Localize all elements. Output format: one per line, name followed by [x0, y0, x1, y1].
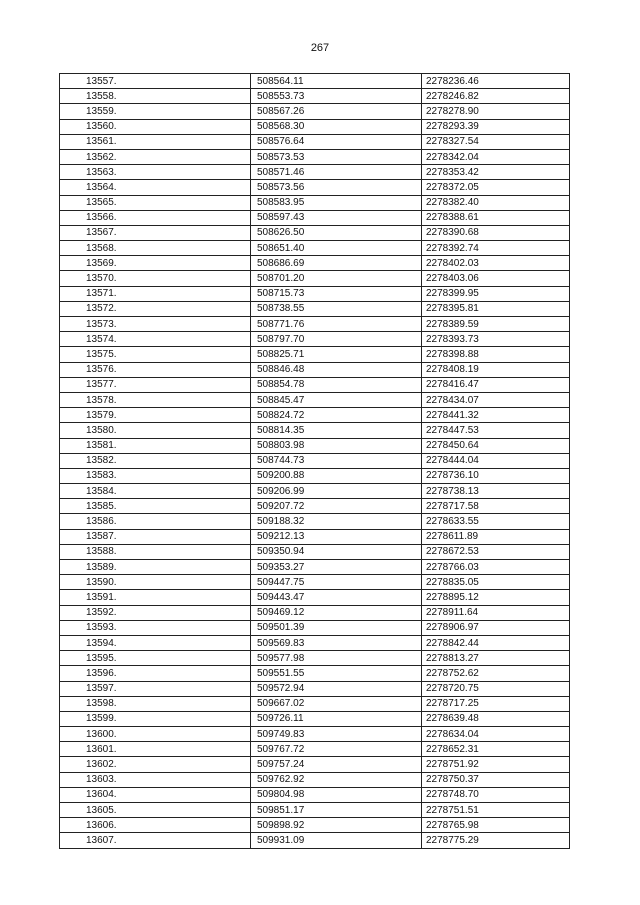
- y-coordinate-cell: 2278895.12: [422, 590, 570, 605]
- y-coordinate-cell: 2278388.61: [422, 210, 570, 225]
- y-coordinate-cell: 2278766.03: [422, 560, 570, 575]
- x-coordinate-cell: 508701.20: [251, 271, 422, 286]
- point-number-cell: 13561.: [60, 134, 251, 149]
- y-coordinate-cell: 2278450.64: [422, 438, 570, 453]
- y-coordinate-cell: 2278813.27: [422, 651, 570, 666]
- table-row: [60, 241, 570, 256]
- y-coordinate-cell: 2278390.68: [422, 225, 570, 240]
- y-coordinate-cell: 2278750.37: [422, 772, 570, 787]
- x-coordinate-cell: 508651.40: [251, 241, 422, 256]
- y-coordinate-cell: 2278633.55: [422, 514, 570, 529]
- point-number-cell: 13596.: [60, 666, 251, 681]
- point-number-cell: 13606.: [60, 818, 251, 833]
- x-coordinate-cell: 508567.26: [251, 104, 422, 119]
- table-row: [60, 347, 570, 362]
- table-row: [60, 104, 570, 119]
- table-row: [60, 590, 570, 605]
- x-coordinate-cell: 509207.72: [251, 499, 422, 514]
- point-number-cell: 13588.: [60, 544, 251, 559]
- x-coordinate-cell: 509577.98: [251, 651, 422, 666]
- y-coordinate-cell: 2278342.04: [422, 149, 570, 164]
- x-coordinate-cell: 508626.50: [251, 225, 422, 240]
- x-coordinate-cell: 509762.92: [251, 772, 422, 787]
- x-coordinate-cell: 509350.94: [251, 544, 422, 559]
- y-coordinate-cell: 2278444.04: [422, 453, 570, 468]
- x-coordinate-cell: 508845.47: [251, 392, 422, 407]
- y-coordinate-cell: 2278634.04: [422, 727, 570, 742]
- point-number-cell: 13560.: [60, 119, 251, 134]
- table-row: [60, 529, 570, 544]
- y-coordinate-cell: 2278611.89: [422, 529, 570, 544]
- point-number-cell: 13559.: [60, 104, 251, 119]
- x-coordinate-cell: 508854.78: [251, 377, 422, 392]
- y-coordinate-cell: 2278408.19: [422, 362, 570, 377]
- y-coordinate-cell: 2278842.44: [422, 635, 570, 650]
- table-row: [60, 377, 570, 392]
- point-number-cell: 13590.: [60, 575, 251, 590]
- y-coordinate-cell: 2278720.75: [422, 681, 570, 696]
- point-number-cell: 13584.: [60, 484, 251, 499]
- x-coordinate-cell: 509804.98: [251, 787, 422, 802]
- table-row: [60, 468, 570, 483]
- table-row: [60, 119, 570, 134]
- table-row: [60, 301, 570, 316]
- y-coordinate-cell: 2278382.40: [422, 195, 570, 210]
- point-number-cell: 13581.: [60, 438, 251, 453]
- table-row: [60, 438, 570, 453]
- point-number-cell: 13562.: [60, 149, 251, 164]
- table-row: [60, 225, 570, 240]
- point-number-cell: 13587.: [60, 529, 251, 544]
- point-number-cell: 13602.: [60, 757, 251, 772]
- table-row: [60, 560, 570, 575]
- point-number-cell: 13604.: [60, 787, 251, 802]
- x-coordinate-cell: 508771.76: [251, 317, 422, 332]
- table-row: [60, 317, 570, 332]
- point-number-cell: 13603.: [60, 772, 251, 787]
- x-coordinate-cell: 509469.12: [251, 605, 422, 620]
- x-coordinate-cell: 509749.83: [251, 727, 422, 742]
- y-coordinate-cell: 2278775.29: [422, 833, 570, 848]
- point-number-cell: 13589.: [60, 560, 251, 575]
- y-coordinate-cell: 2278835.05: [422, 575, 570, 590]
- table-row: [60, 408, 570, 423]
- table-row: [60, 286, 570, 301]
- point-number-cell: 13583.: [60, 468, 251, 483]
- x-coordinate-cell: 508568.30: [251, 119, 422, 134]
- table-row: [60, 803, 570, 818]
- x-coordinate-cell: 508686.69: [251, 256, 422, 271]
- x-coordinate-cell: 509851.17: [251, 803, 422, 818]
- point-number-cell: 13577.: [60, 377, 251, 392]
- x-coordinate-cell: 508564.11: [251, 74, 422, 89]
- point-number-cell: 13570.: [60, 271, 251, 286]
- table-row: [60, 772, 570, 787]
- y-coordinate-cell: 2278639.48: [422, 711, 570, 726]
- table-row: [60, 605, 570, 620]
- table-row: [60, 620, 570, 635]
- y-coordinate-cell: 2278372.05: [422, 180, 570, 195]
- x-coordinate-cell: 508814.35: [251, 423, 422, 438]
- table-row: [60, 180, 570, 195]
- y-coordinate-cell: 2278402.03: [422, 256, 570, 271]
- x-coordinate-cell: 509501.39: [251, 620, 422, 635]
- point-number-cell: 13574.: [60, 332, 251, 347]
- table-row: [60, 833, 570, 848]
- y-coordinate-cell: 2278717.58: [422, 499, 570, 514]
- point-number-cell: 13579.: [60, 408, 251, 423]
- point-number-cell: 13586.: [60, 514, 251, 529]
- table-row: [60, 195, 570, 210]
- point-number-cell: 13573.: [60, 317, 251, 332]
- y-coordinate-cell: 2278403.06: [422, 271, 570, 286]
- x-coordinate-cell: 508573.53: [251, 149, 422, 164]
- point-number-cell: 13557.: [60, 74, 251, 89]
- table-row: [60, 134, 570, 149]
- x-coordinate-cell: 508597.43: [251, 210, 422, 225]
- y-coordinate-cell: 2278293.39: [422, 119, 570, 134]
- point-number-cell: 13594.: [60, 635, 251, 650]
- x-coordinate-cell: 508825.71: [251, 347, 422, 362]
- x-coordinate-cell: 509757.24: [251, 757, 422, 772]
- x-coordinate-cell: 508553.73: [251, 89, 422, 104]
- table-row: [60, 210, 570, 225]
- table-row: [60, 484, 570, 499]
- point-number-cell: 13571.: [60, 286, 251, 301]
- x-coordinate-cell: 509572.94: [251, 681, 422, 696]
- y-coordinate-cell: 2278353.42: [422, 165, 570, 180]
- y-coordinate-cell: 2278246.82: [422, 89, 570, 104]
- table-row: [60, 727, 570, 742]
- table-row: [60, 271, 570, 286]
- point-number-cell: 13566.: [60, 210, 251, 225]
- y-coordinate-cell: 2278738.13: [422, 484, 570, 499]
- y-coordinate-cell: 2278751.51: [422, 803, 570, 818]
- table-row: [60, 544, 570, 559]
- x-coordinate-cell: 509726.11: [251, 711, 422, 726]
- x-coordinate-cell: 508571.46: [251, 165, 422, 180]
- x-coordinate-cell: 509551.55: [251, 666, 422, 681]
- point-number-cell: 13575.: [60, 347, 251, 362]
- table-row: [60, 453, 570, 468]
- point-number-cell: 13607.: [60, 833, 251, 848]
- x-coordinate-cell: 508573.56: [251, 180, 422, 195]
- table-row: [60, 149, 570, 164]
- x-coordinate-cell: 509443.47: [251, 590, 422, 605]
- y-coordinate-cell: 2278392.74: [422, 241, 570, 256]
- y-coordinate-cell: 2278748.70: [422, 787, 570, 802]
- y-coordinate-cell: 2278765.98: [422, 818, 570, 833]
- x-coordinate-cell: 508797.70: [251, 332, 422, 347]
- table-row: [60, 499, 570, 514]
- y-coordinate-cell: 2278447.53: [422, 423, 570, 438]
- y-coordinate-cell: 2278717.25: [422, 696, 570, 711]
- table-row: [60, 742, 570, 757]
- point-number-cell: 13605.: [60, 803, 251, 818]
- x-coordinate-cell: 509931.09: [251, 833, 422, 848]
- x-coordinate-cell: 509667.02: [251, 696, 422, 711]
- y-coordinate-cell: 2278752.62: [422, 666, 570, 681]
- point-number-cell: 13598.: [60, 696, 251, 711]
- coordinates-table-body: [60, 74, 570, 849]
- y-coordinate-cell: 2278399.95: [422, 286, 570, 301]
- point-number-cell: 13600.: [60, 727, 251, 742]
- x-coordinate-cell: 508715.73: [251, 286, 422, 301]
- point-number-cell: 13599.: [60, 711, 251, 726]
- point-number-cell: 13568.: [60, 241, 251, 256]
- x-coordinate-cell: 509188.32: [251, 514, 422, 529]
- point-number-cell: 13563.: [60, 165, 251, 180]
- x-coordinate-cell: 509898.92: [251, 818, 422, 833]
- y-coordinate-cell: 2278393.73: [422, 332, 570, 347]
- point-number-cell: 13578.: [60, 392, 251, 407]
- table-row: [60, 165, 570, 180]
- y-coordinate-cell: 2278398.88: [422, 347, 570, 362]
- point-number-cell: 13567.: [60, 225, 251, 240]
- x-coordinate-cell: 509447.75: [251, 575, 422, 590]
- y-coordinate-cell: 2278434.07: [422, 392, 570, 407]
- point-number-cell: 13601.: [60, 742, 251, 757]
- y-coordinate-cell: 2278327.54: [422, 134, 570, 149]
- y-coordinate-cell: 2278652.31: [422, 742, 570, 757]
- point-number-cell: 13582.: [60, 453, 251, 468]
- coordinates-table: [59, 73, 570, 849]
- y-coordinate-cell: 2278389.59: [422, 317, 570, 332]
- x-coordinate-cell: 509767.72: [251, 742, 422, 757]
- point-number-cell: 13592.: [60, 605, 251, 620]
- table-row: [60, 575, 570, 590]
- table-row: [60, 514, 570, 529]
- table-row: [60, 362, 570, 377]
- y-coordinate-cell: 2278751.92: [422, 757, 570, 772]
- point-number-cell: 13595.: [60, 651, 251, 666]
- table-row: [60, 651, 570, 666]
- y-coordinate-cell: 2278441.32: [422, 408, 570, 423]
- point-number-cell: 13593.: [60, 620, 251, 635]
- x-coordinate-cell: 508803.98: [251, 438, 422, 453]
- table-row: [60, 332, 570, 347]
- point-number-cell: 13564.: [60, 180, 251, 195]
- x-coordinate-cell: 508738.55: [251, 301, 422, 316]
- x-coordinate-cell: 509353.27: [251, 560, 422, 575]
- table-row: [60, 256, 570, 271]
- table-row: [60, 757, 570, 772]
- point-number-cell: 13565.: [60, 195, 251, 210]
- y-coordinate-cell: 2278911.64: [422, 605, 570, 620]
- table-row: [60, 696, 570, 711]
- x-coordinate-cell: 509212.13: [251, 529, 422, 544]
- x-coordinate-cell: 508846.48: [251, 362, 422, 377]
- table-row: [60, 635, 570, 650]
- table-row: [60, 681, 570, 696]
- y-coordinate-cell: 2278236.46: [422, 74, 570, 89]
- y-coordinate-cell: 2278736.10: [422, 468, 570, 483]
- y-coordinate-cell: 2278906.97: [422, 620, 570, 635]
- table-row: [60, 818, 570, 833]
- page-number: 267: [310, 42, 330, 54]
- table-row: [60, 74, 570, 89]
- x-coordinate-cell: 508576.64: [251, 134, 422, 149]
- table-row: [60, 666, 570, 681]
- point-number-cell: 13585.: [60, 499, 251, 514]
- table-row: [60, 89, 570, 104]
- point-number-cell: 13569.: [60, 256, 251, 271]
- table-row: [60, 787, 570, 802]
- point-number-cell: 13591.: [60, 590, 251, 605]
- table-row: [60, 392, 570, 407]
- x-coordinate-cell: 508583.95: [251, 195, 422, 210]
- y-coordinate-cell: 2278395.81: [422, 301, 570, 316]
- x-coordinate-cell: 509200.88: [251, 468, 422, 483]
- y-coordinate-cell: 2278672.53: [422, 544, 570, 559]
- point-number-cell: 13576.: [60, 362, 251, 377]
- table-row: [60, 423, 570, 438]
- x-coordinate-cell: 508824.72: [251, 408, 422, 423]
- point-number-cell: 13597.: [60, 681, 251, 696]
- x-coordinate-cell: 508744.73: [251, 453, 422, 468]
- x-coordinate-cell: 509569.83: [251, 635, 422, 650]
- y-coordinate-cell: 2278278.90: [422, 104, 570, 119]
- table-row: [60, 711, 570, 726]
- x-coordinate-cell: 509206.99: [251, 484, 422, 499]
- point-number-cell: 13580.: [60, 423, 251, 438]
- y-coordinate-cell: 2278416.47: [422, 377, 570, 392]
- point-number-cell: 13558.: [60, 89, 251, 104]
- point-number-cell: 13572.: [60, 301, 251, 316]
